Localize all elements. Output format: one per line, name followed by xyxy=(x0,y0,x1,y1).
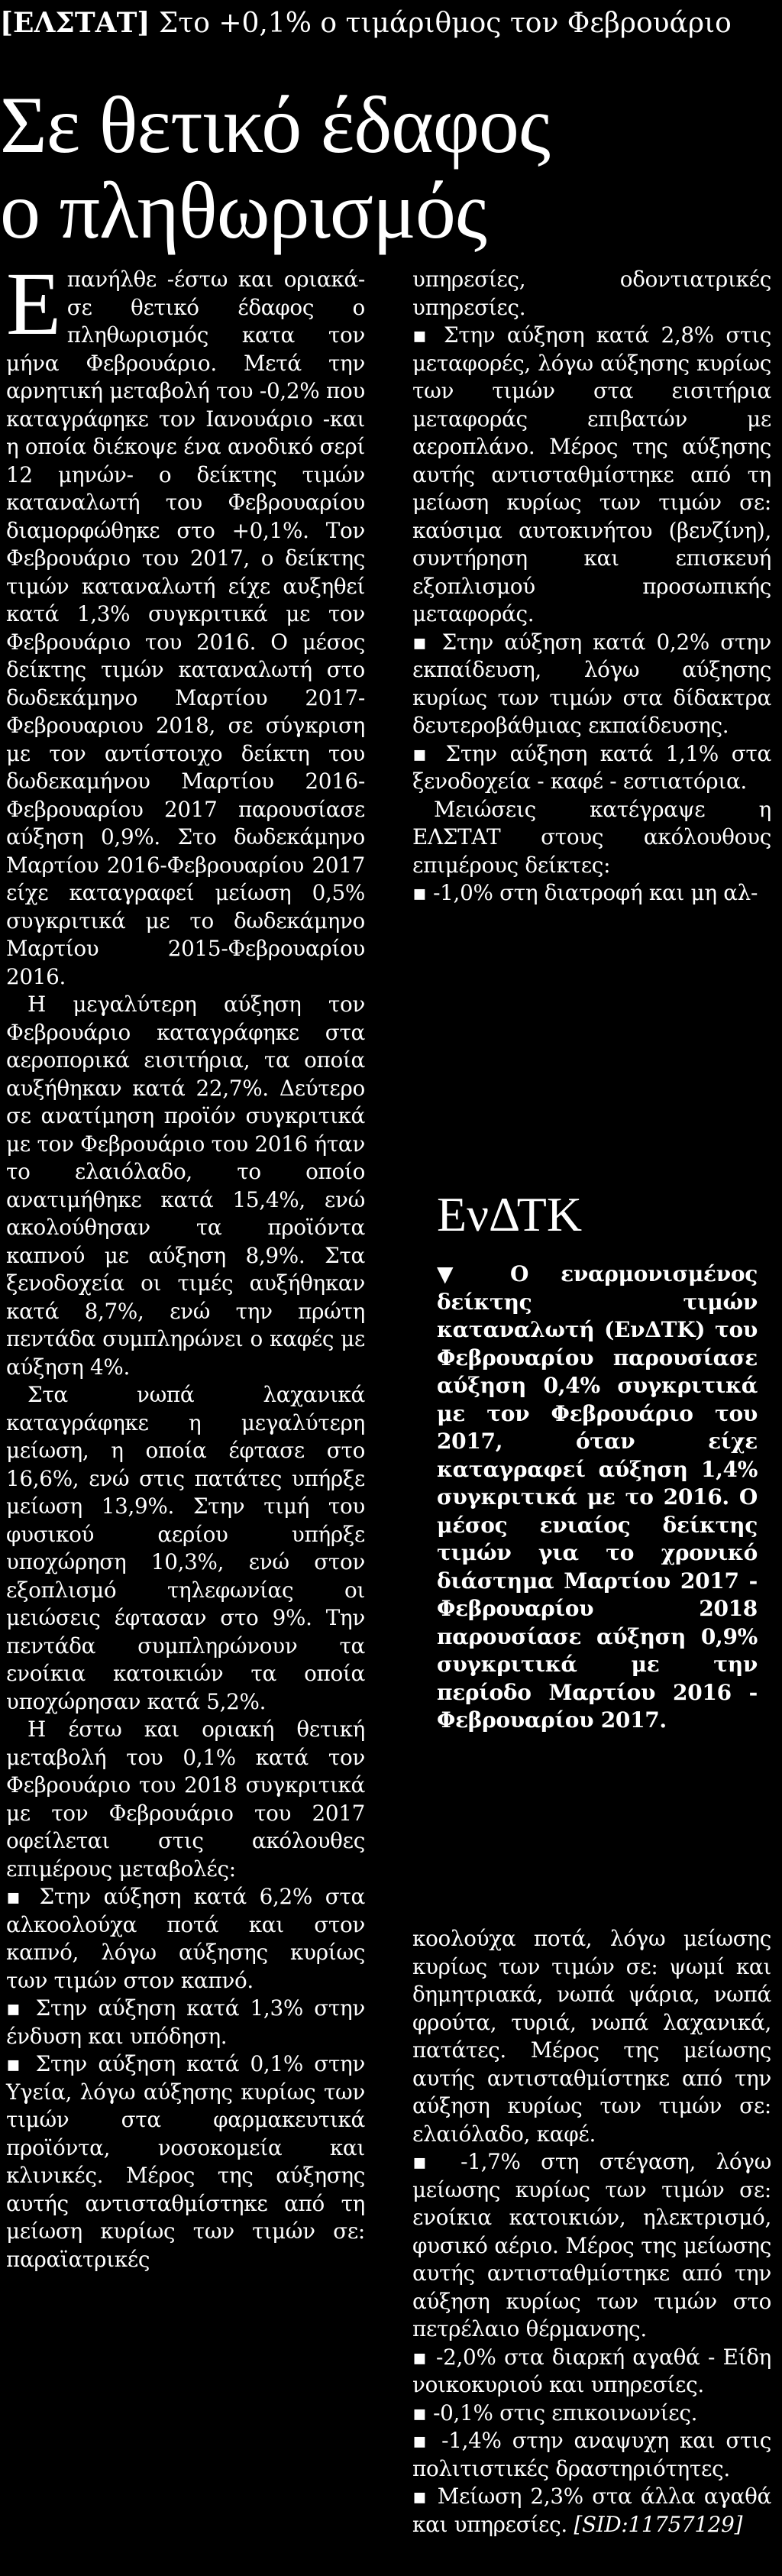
headline-line-1: Σε θετικό έδαφος xyxy=(0,80,550,170)
bullet-food: ▪ -1,0% στη διατροφή και μη αλ- xyxy=(412,880,758,905)
paragraph-changes-intro: Η έστω και οριακή θετική μεταβολή του 0,1% κατά τον Φεβρουάριο του 2018 συγκριτικά με τον Φεβρουάριο του 2017 οφείλεται στις ακόλουθες επιμέρους μεταβολές: xyxy=(6,1717,365,1882)
drop-cap: Ε xyxy=(6,254,61,354)
kicker-text: Στο +0,1% ο τιμάριθμος τον Φεβρουάριο xyxy=(150,8,732,39)
paragraph-food-continued: κοολούχα ποτά, λόγω μείωσης κυρίως των τιμών σε: ψωμί και δημητριακά, νωπά ψάρια, νωπά φρούτα, τυριά, νωπά λαχανικά, πατάτες. Μέρος της μείωσης αυτής αντισταθμίστηκε από την αύξηση κυρίως των τιμών σε: ελαιόλαδο, καφέ. xyxy=(412,1926,771,2147)
bullet-alcohol-tobacco: ▪ Στην αύξηση κατά 6,2% στα αλκοολούχα ποτά και στον καπνό, λόγω αύξησης κυρίως των τιμών στον καπνό. xyxy=(6,1884,365,1993)
kicker-tag: [ΕΛΣΤΑΤ] xyxy=(0,7,150,39)
bullet-hotels: ▪ Στην αύξηση κατά 1,1% στα ξενοδοχεία - καφέ - εστιατόρια. xyxy=(412,740,771,794)
right-column xyxy=(412,266,771,908)
bullet-health: ▪ Στην αύξηση κατά 0,1% στην Υγεία, λόγω αύξησης κυρίως των τιμών στα φαρμακευτικά προϊόντα, νοσοκομεία και κλινικές. Μέρος της αύξησης αυτής αντισταθμίστηκε από τη μείωση κυρίως των τιμών σε: παραϊατρικές xyxy=(6,2051,365,2272)
lead-paragraph xyxy=(6,254,365,991)
right-column-lower xyxy=(412,1925,771,2539)
left-column xyxy=(6,254,365,2273)
paragraph-decreases-intro: Μειώσεις κατέγραψε η ΕΛΣΤΑΤ στους ακόλουθους επιμέρους δείκτες: xyxy=(412,796,771,878)
subhead-endtk: ΕνΔΤΚ xyxy=(437,1187,583,1241)
sid-tag: [SID:11757129] xyxy=(574,2511,743,2537)
lead-text: πανήλθε -έστω και οριακά- σε θετικό έδαφος ο πληθωρισμός κατα τον μήνα Φεβρουάριο. Μετά την αρνητική μεταβολή του -0,2% που καταγράφηκε τον Ιανουάριο -και η οποία διέκοψε ένα ανοδικό σερί 12 μηνών- ο δείκτης τιμών καταναλωτή του Φεβρουαρίου διαμορφώθηκε στο +0,1%. Τον Φεβρουάριο του 2017, ο δείκτης τιμών καταναλωτή είχε αυξηθεί κατά 1,3% συγκριτικά με τον Φεβρουάριο του 2016. Ο μέσος δείκτης τιμών καταναλωτή στο δωδεκάμηνο Μαρτίου 2017-Φεβρουαριου 2018, σε σύγκριση με τον αντίστοιχο δείκτη του δωδεκαμήνου Μαρτίου 2016-Φεβρουαρίου 2017 παρουσίασε αύξηση 0,9%. Στο δωδεκάμηνο Μαρτίου 2016-Φεβρουαρίου 2017 είχε καταγραφεί μείωση 0,5% συγκριτικά με το δωδεκάμηνο Μαρτίου 2015-Φεβρουαρίου 2016. xyxy=(6,267,365,989)
bullet-recreation: ▪ -1,4% στην αναψυχη και στις πολιτιστικές δραστηριότητες. xyxy=(412,2428,771,2481)
sidebar-box-text: ▼ Ο εναρμονισμένος δείκτης τιμών καταναλωτή (ΕνΔΤΚ) του Φεβρουαρίου παρουσίασε αύξηση 0,4% συγκριτικά με τον Φεβρουάριο του 2017, όταν είχε καταγραφεί αύξηση 1,4% συγκριτικά με το 2016. Ο μέσος ενιαίος δείκτης τιμών για το χρονικό διάστημα Μαρτίου 2017 - Φεβρουαρίου 2018 παρουσίασε αύξηση 0,9% συγκριτικά με την περίοδο Μαρτίου 2016 - Φεβρουαρίου 2017. xyxy=(437,1261,758,1733)
paragraph-decreases: Στα νωπά λαχανικά καταγράφηκε η μεγαλύτερη μείωση, η οποία έφτασε στο 16,6%, ενώ στις πατάτες υπήρξε μείωση 13,9%. Στην τιμή του φυσικού αερίου υπήρξε υποχώρηση 10,3%, ενώ στον εξοπλισμό τηλεφωνίας οι μειώσεις έφτασαν στο 9%. Την πεντάδα συμπληρώνουν τα ενοίκια κατοικιών τα οποία υποχώρησαν κατά 5,2%. xyxy=(6,1382,365,1714)
bullet-durables: ▪ -2,0% στα διαρκή αγαθά - Είδη νοικοκυριού και υπηρεσίες. xyxy=(412,2344,771,2397)
kicker xyxy=(0,6,782,40)
headline-line-2: ο πληθωρισμός xyxy=(0,166,486,255)
bullet-communications: ▪ -0,1% στις επικοινωνίες. xyxy=(412,2400,698,2426)
bullet-housing: ▪ -1,7% στη στέγαση, λόγω μείωσης κυρίως των τιμών σε: ενοίκια κατοικιών, ηλεκτρισμό, φυσικό αέριο. Μέρος της μείωσης αυτής αντισταθμίστηκε από την αύξηση κυρίως των τιμών στο πετρέλαιο θέρμανσης. xyxy=(412,2149,771,2341)
bullet-clothing: ▪ Στην αύξηση κατά 1,3% στην ένδυση και υπόδηση. xyxy=(6,1995,365,2049)
bullet-other-goods-text: ▪ Μείωση 2,3% στα άλλα αγαθά και υπηρεσίες. xyxy=(412,2484,771,2537)
paragraph-increases: Η μεγαλύτερη αύξηση τον Φεβρουάριο καταγράφηκε στα αεροπορικά εισιτήρια, τα οποία αυξήθηκαν κατά 22,7%. Δεύτερο σε ανατίμηση προϊόν συγκριτικά με τον Φεβρουάριο του 2016 ήταν το ελαιόλαδο, το οποίο ανατιμήθηκε κατά 15,4%, ενώ ακολούθησαν τα προϊόντα καπνού με αύξηση 8,9%. Στα ξενοδοχεία οι τιμές αυξήθηκαν κατά 8,7%, ενώ την πρώτη πεντάδα συμπληρώνει ο καφές με αύξηση 4%. xyxy=(6,992,365,1380)
bullet-education: ▪ Στην αύξηση κατά 0,2% στην εκπαίδευση, λόγω αύξησης κυρίως των τιμών στα δίδακτρα δευτεροβάθμιας εκπαίδευσης. xyxy=(412,629,771,738)
bullet-transport: ▪ Στην αύξηση κατά 2,8% στις μεταφορές, λόγω αύξησης κυρίως των τιμών στα εισιτήρια μεταφοράς επιβατών με αεροπλάνο. Μέρος της αύξησης αυτής αντισταθμίστηκε από τη μείωση κυρίως των τιμών σε: καύσιμα αυτοκινήτου (βενζίνη), συντήρηση και επισκευή εξοπλισμού προσωπικής μεταφοράς. xyxy=(412,322,771,626)
bullet-other-goods xyxy=(412,2483,771,2539)
headline xyxy=(0,80,782,255)
sidebar-box-header xyxy=(437,1188,758,1258)
paragraph-continued: υπηρεσίες, οδοντιατρικές υπηρεσίες. xyxy=(412,267,771,320)
